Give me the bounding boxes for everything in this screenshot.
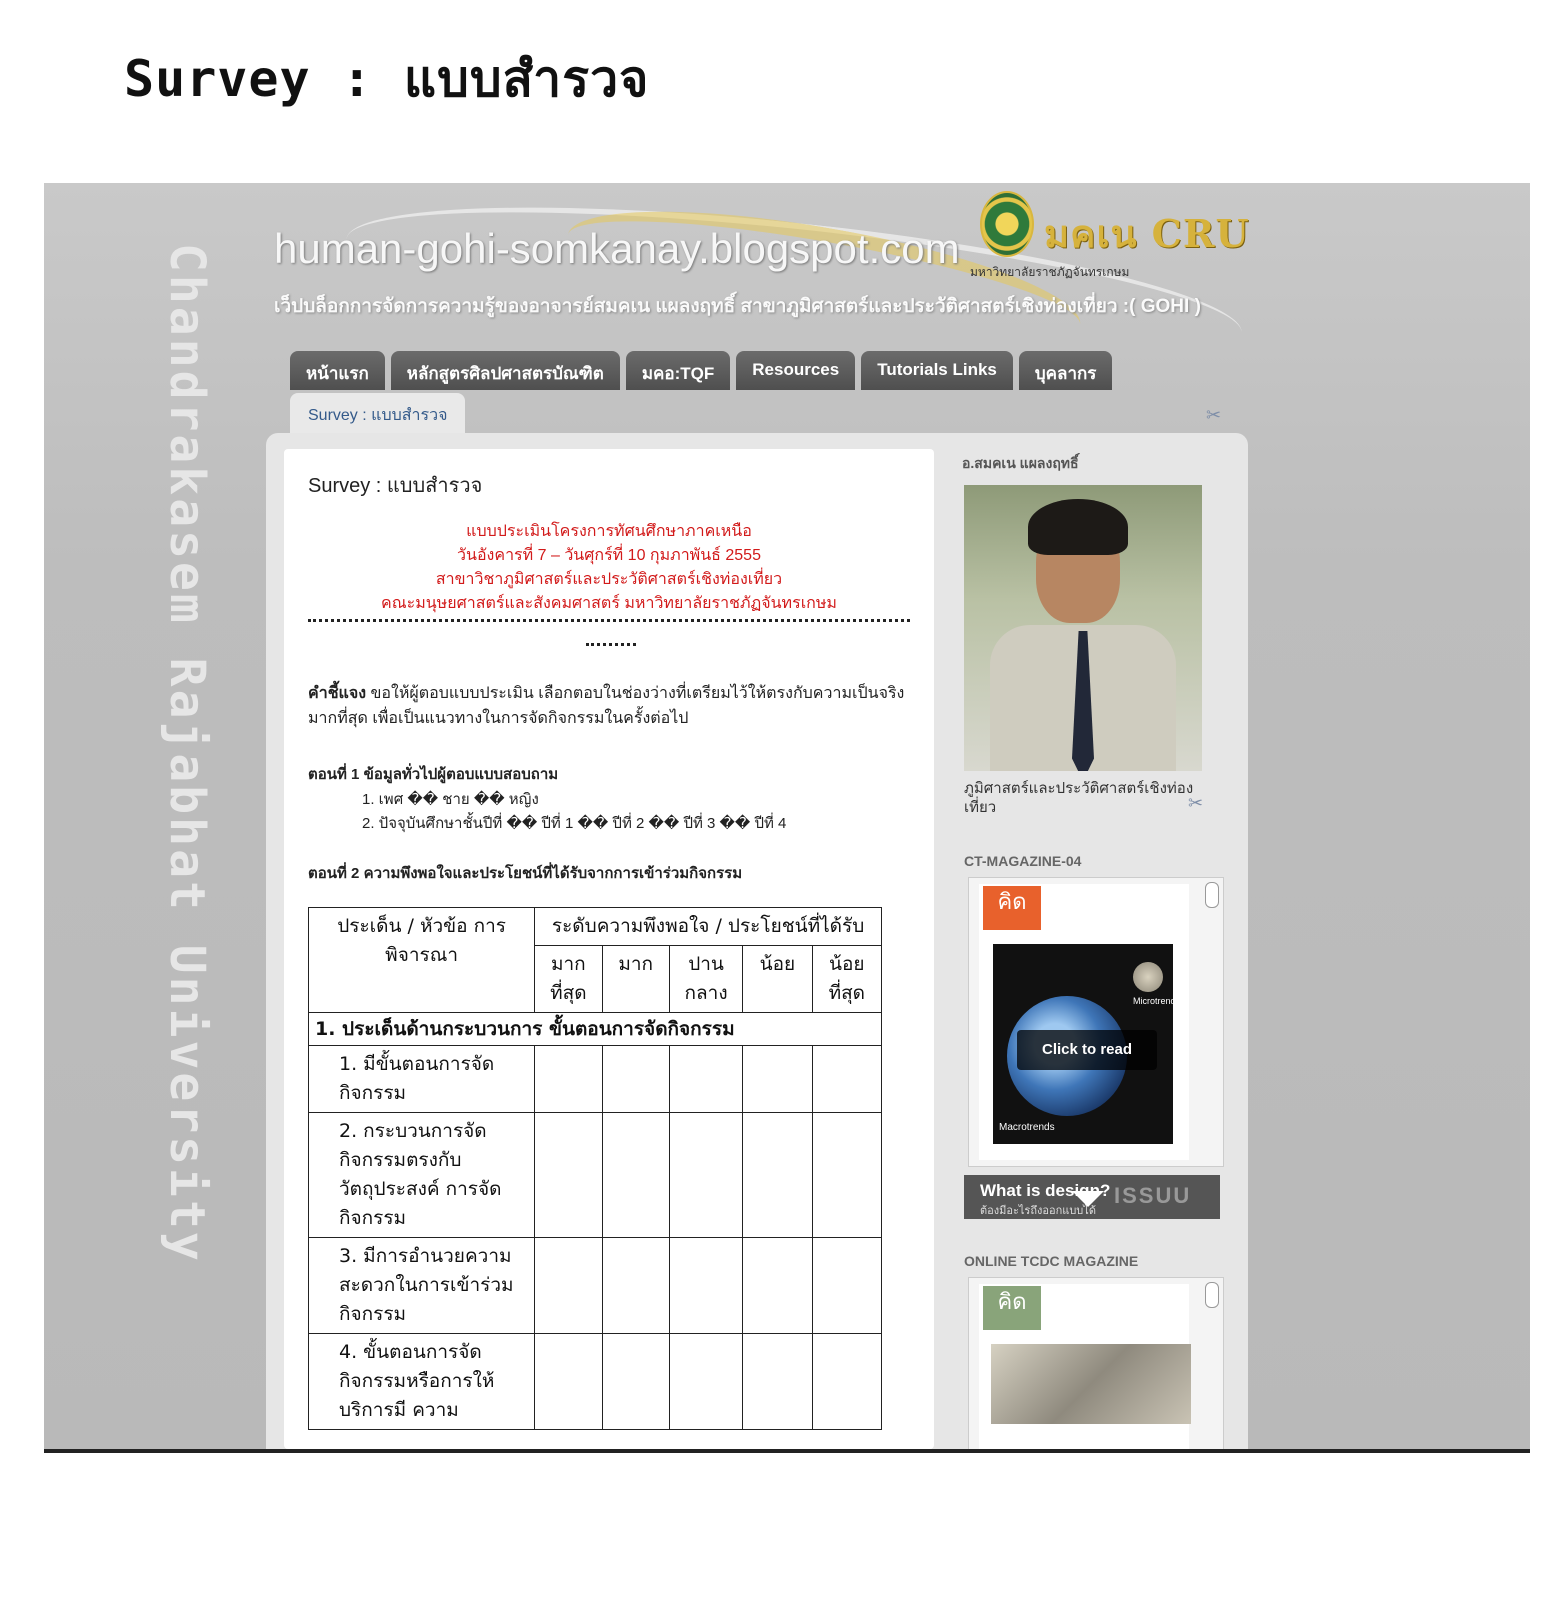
profile-photo [964,485,1202,771]
microtrends-label: Microtrends [1133,996,1181,1006]
university-vertical-name: Chandrakasem Rajabhat University [159,243,215,1264]
heading-line-1: แบบประเมินโครงการทัศนศึกษาภาคเหนือ [466,523,752,540]
dotted-divider [308,619,910,622]
mag1-cover [979,884,1189,1160]
item-3: 3. มีการอำนวยความสะดวกในการเข้าร่วมกิจกรรม [309,1238,535,1334]
level-much: มาก [602,946,669,1013]
issuu-bar[interactable] [964,1175,1220,1219]
rating-cell[interactable] [812,1113,881,1238]
sidebar [962,453,1224,475]
brand-logo: มคเน CRU [1044,211,1250,256]
tools-icon[interactable]: ✂ [1188,793,1204,813]
blog-description: เว็ปบล็อกการจัดการความรู้ของอาจารย์สมคเน แผลงฤทธิ์ สาขาภูมิศาสตร์และประวัติศาสตร์เชิงท่องเที่ยว :( GOHI ) [274,296,1201,317]
profile-caption: ภูมิศาสตร์และประวัติศาสตร์เชิงท่องเที่ยว [964,780,1194,816]
mag2-embed[interactable] [968,1277,1224,1453]
rating-cell[interactable] [669,1334,742,1430]
table-row [309,1238,882,1334]
post-body [284,449,934,1449]
rating-cell[interactable] [602,1113,669,1238]
instruction-label: คำชี้แจง [308,685,367,702]
heading-line-4: คณะมนุษยศาสตร์และสังคมศาสตร์ มหาวิทยาลัยราชภัฏจันทรเกษม [381,595,837,612]
survey-table [308,907,882,1430]
post-title[interactable]: Survey : แบบสำรวจ [308,475,483,497]
rating-cell[interactable] [535,1113,602,1238]
level-least: น้อยที่สุด [812,946,881,1013]
rating-cell[interactable] [535,1238,602,1334]
table-row [309,1046,882,1113]
tab-tqf[interactable]: มคอ:TQF [626,351,730,390]
chevron-down-icon[interactable] [1072,1191,1104,1207]
mag1-heading: CT-MAGAZINE-04 [964,853,1082,869]
issuu-title: What is design? [980,1181,1111,1200]
tools-icon[interactable]: ✂ [1206,405,1222,425]
rating-cell[interactable] [535,1046,602,1113]
rating-cell[interactable] [669,1046,742,1113]
document-title: Survey : แบบสำรวจ [124,50,650,108]
rating-cell[interactable] [602,1046,669,1113]
part1-question-year: 2. ปัจจุบันศึกษาชั้นปีที่ �� ปีที่ 1 �� ปีที่ 2 �� ปีที่ 3 �� ปีที่ 4 [362,815,787,832]
mag2-cover [979,1284,1189,1453]
section-1-heading: 1. ประเด็นด้านกระบวนการ ขั้นตอนการจัดกิจกรรม [309,1013,882,1046]
rating-cell[interactable] [669,1238,742,1334]
col-topic-header: ประเด็น / หัวข้อ การพิจารณา [309,908,535,1013]
rating-cell[interactable] [743,1046,812,1113]
instruction-paragraph [308,681,908,731]
part1-question-gender: 1. เพศ �� ชาย �� หญิง [362,791,539,808]
tab-curriculum[interactable]: หลักสูตรศิลปศาสตรบัณฑิต [391,351,620,390]
instruction-text: ขอให้ผู้ตอบแบบประเมิน เลือกตอบในช่องว่างที่เตรียมไว้ให้ตรงกับความเป็นจริงมากที่สุด เพื่อเป็นแนวทางในการจัดกิจกรรมในครั้งต่อไป [308,685,905,727]
item-1: 1. มีขั้นตอนการจัดกิจกรรม [309,1046,535,1113]
tab-resources[interactable]: Resources [736,351,855,390]
rating-cell[interactable] [812,1046,881,1113]
level-medium: ปานกลาง [669,946,742,1013]
mag-logo: คิด [983,1286,1041,1330]
nav-tabs [290,351,1112,390]
scrollbar[interactable] [1205,1282,1219,1308]
level-most: มากที่สุด [535,946,602,1013]
part1-heading: ตอนที่ 1 ข้อมูลทั่วไปผู้ตอบแบบสอบถาม [308,766,559,783]
macrotrends-label: Macrotrends [999,1122,1055,1133]
tab-home[interactable]: หน้าแรก [290,351,385,390]
tab-tutorials[interactable]: Tutorials Links [861,351,1013,390]
issuu-logo: ISSUU [1114,1183,1192,1208]
photo-hair [1028,499,1128,555]
tab-personnel[interactable]: บุคลากร [1019,351,1113,390]
heading-line-3: สาขาวิชาภูมิศาสตร์และประวัติศาสตร์เชิงท่องเที่ยว [435,571,783,588]
level-little: น้อย [743,946,812,1013]
blog-screenshot [44,183,1530,1453]
mag-logo: คิด [983,886,1041,930]
mag1-embed[interactable] [968,877,1224,1167]
blog-title[interactable]: human-gohi-somkanay.blogspot.com [274,225,960,272]
rating-cell[interactable] [743,1113,812,1238]
scrollbar[interactable] [1205,882,1219,908]
item-4: 4. ขั้นตอนการจัดกิจกรรมหรือการให้บริการมี ความ [309,1334,535,1430]
heading-line-2: วันอังคารที่ 7 – วันศุกร์ที่ 10 กุมภาพันธ์ 2555 [457,547,761,564]
rating-cell[interactable] [812,1238,881,1334]
dotted-divider-short [586,643,636,646]
rating-cell[interactable] [602,1334,669,1430]
rating-cell[interactable] [535,1334,602,1430]
profile-heading: อ.สมคเน แผลงฤทธิ์ [962,455,1079,471]
rating-cell[interactable] [812,1334,881,1430]
rating-cell[interactable] [602,1238,669,1334]
rating-cell[interactable] [743,1334,812,1430]
mag2-artwork [991,1344,1191,1424]
tab-survey[interactable]: Survey : แบบสำรวจ [290,393,465,440]
logo-subtitle: มหาวิทยาลัยราชภัฏจันทรเกษม [970,265,1130,279]
col-level-header: ระดับความพึงพอใจ / ประโยชน์ที่ได้รับ [535,908,882,946]
mag2-heading: ONLINE TCDC MAGAZINE [964,1253,1139,1269]
table-row [309,1334,882,1430]
table-header-row [309,908,882,946]
moon-image [1133,962,1163,992]
part2-heading: ตอนที่ 2 ความพึงพอใจและประโยชน์ที่ได้รับจากการเข้าร่วมกิจกรรม [308,865,743,882]
section-row [309,1013,882,1046]
click-to-read-button[interactable]: Click to read [1017,1030,1157,1070]
rating-cell[interactable] [669,1113,742,1238]
issuu-subtitle: ต้องมีอะไรถึงออกแบบได้ [980,1205,1096,1217]
item-2: 2. กระบวนการจัดกิจกรรมตรงกับวัตถุประสงค์ การจัดกิจกรรม [309,1113,535,1238]
rating-cell[interactable] [743,1238,812,1334]
table-row [309,1113,882,1238]
university-seal-logo [980,191,1034,257]
